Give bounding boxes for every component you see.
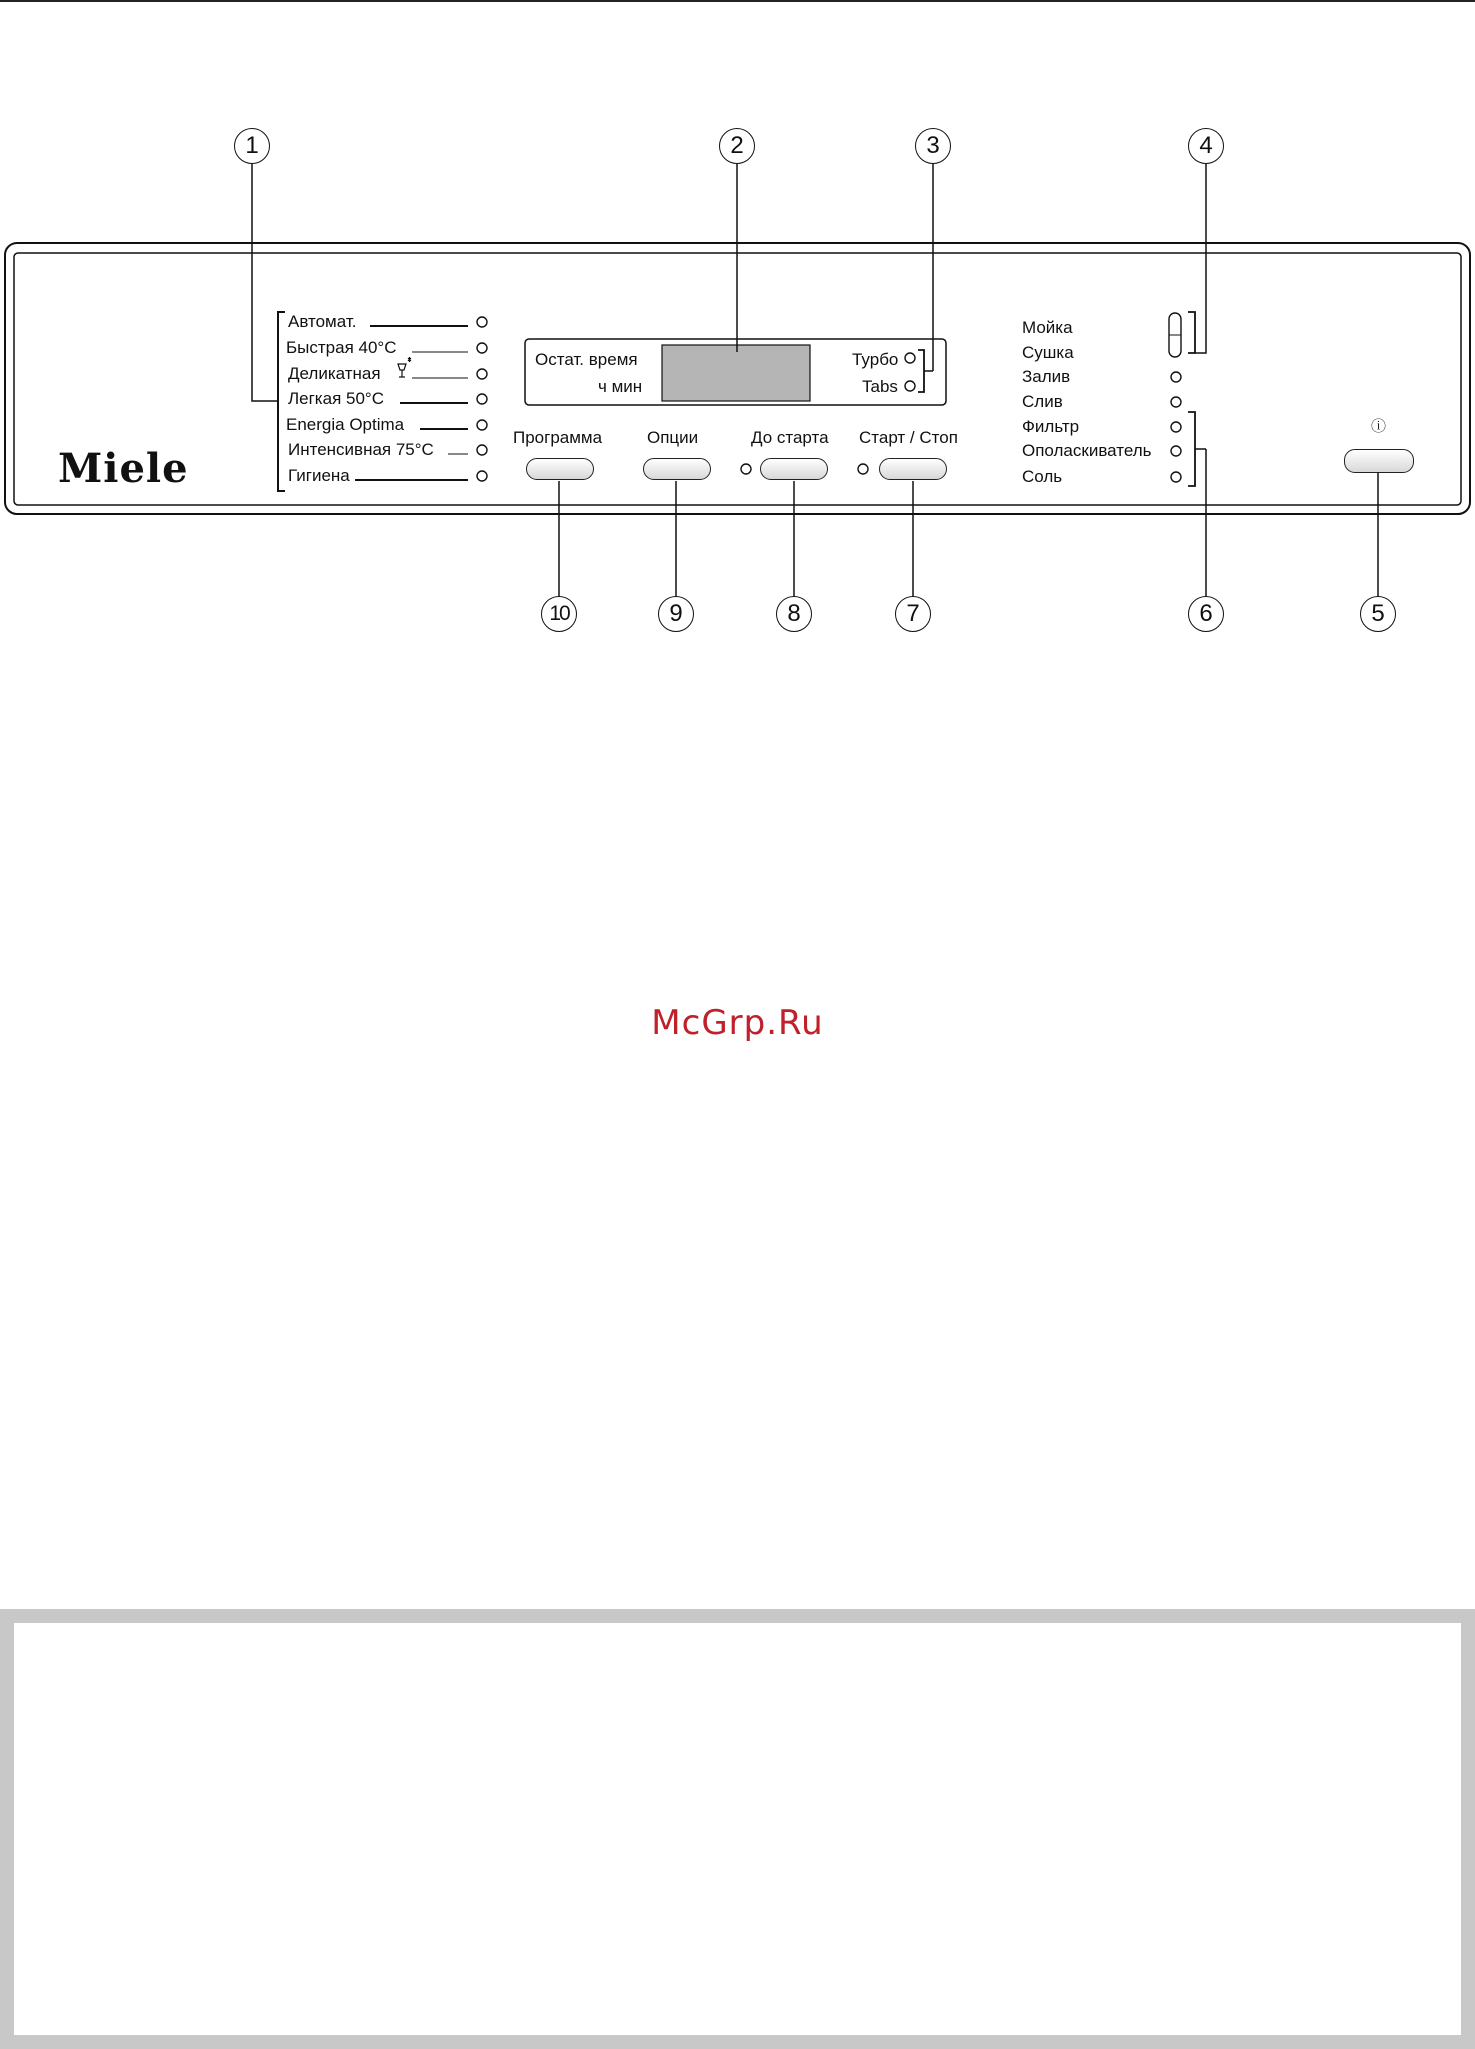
led-drain xyxy=(1171,397,1181,407)
watermark: McGrp.Ru xyxy=(651,1003,824,1043)
program-label-intensive: Интенсивная 75°C xyxy=(288,440,434,459)
status-label-fill: Залив xyxy=(1022,367,1071,386)
program-button[interactable] xyxy=(526,458,594,480)
bottom-note-content xyxy=(14,1623,1461,2035)
led-program-7 xyxy=(477,471,487,481)
leader-6 xyxy=(1195,449,1206,598)
wine-glass-icon xyxy=(398,357,411,377)
status-bracket-top xyxy=(1188,312,1195,353)
program-label-light: Легкая 50°C xyxy=(288,389,384,408)
led-program-5 xyxy=(477,420,487,430)
status-label-rinse-aid: Ополаскиватель xyxy=(1022,441,1152,460)
callout-5: 5 xyxy=(1360,596,1396,632)
callout-2: 2 xyxy=(719,128,755,164)
led-program-6 xyxy=(477,445,487,455)
leader-1 xyxy=(252,164,278,401)
callout-1: 1 xyxy=(234,128,270,164)
options-button-label: Опции xyxy=(647,428,699,447)
led-delay-start xyxy=(741,464,751,474)
display-screen xyxy=(662,345,810,401)
status-label-salt: Соль xyxy=(1022,467,1063,486)
callout-10: 10 xyxy=(541,596,577,632)
tabs-label: Tabs xyxy=(862,377,898,396)
status-bracket-bottom xyxy=(1188,412,1195,486)
led-salt xyxy=(1171,472,1181,482)
program-label-energia: Energia Optima xyxy=(286,415,405,434)
program-button-label: Программа xyxy=(513,428,603,447)
callout-8: 8 xyxy=(776,596,812,632)
callout-4: 4 xyxy=(1188,128,1224,164)
led-program-1 xyxy=(477,317,487,327)
status-label-filter: Фильтр xyxy=(1022,417,1080,436)
status-label-drain: Слив xyxy=(1022,392,1063,411)
led-program-4 xyxy=(477,394,487,404)
turbo-label: Турбо xyxy=(852,350,899,369)
program-label-hygiene: Гигиена xyxy=(288,466,350,485)
status-label-dry: Сушка xyxy=(1022,343,1074,362)
delay-start-button[interactable] xyxy=(760,458,828,480)
options-button[interactable] xyxy=(643,458,711,480)
time-units-label: ч мин xyxy=(598,377,643,396)
miele-logo: Miele xyxy=(58,445,189,492)
turbo-tabs-bracket xyxy=(918,350,924,392)
callout-9: 9 xyxy=(658,596,694,632)
program-label-quick: Быстрая 40°C xyxy=(286,338,397,357)
callout-7: 7 xyxy=(895,596,931,632)
led-program-2 xyxy=(477,343,487,353)
led-filter xyxy=(1171,422,1181,432)
start-stop-button[interactable] xyxy=(879,458,947,480)
remaining-time-label: Остат. время xyxy=(535,350,638,369)
led-program-3 xyxy=(477,369,487,379)
led-turbo xyxy=(905,353,915,363)
start-stop-button-label: Старт / Стоп xyxy=(859,428,958,447)
status-label-wash: Мойка xyxy=(1022,318,1073,337)
program-bracket xyxy=(278,312,285,491)
bottom-note-frame xyxy=(0,1609,1475,2049)
program-label-delicate: Деликатная xyxy=(288,364,381,383)
led-start-stop xyxy=(858,464,868,474)
callout-6: 6 xyxy=(1188,596,1224,632)
program-label-auto: Автомат. xyxy=(288,312,357,331)
power-button[interactable] xyxy=(1344,449,1414,473)
led-rinse-aid xyxy=(1171,446,1181,456)
delay-start-button-label: До старта xyxy=(751,428,829,447)
led-tabs xyxy=(905,381,915,391)
callout-3: 3 xyxy=(915,128,951,164)
power-symbol-icon: ⓘ xyxy=(1371,418,1387,435)
leader-4 xyxy=(1195,164,1206,353)
led-fill xyxy=(1171,372,1181,382)
